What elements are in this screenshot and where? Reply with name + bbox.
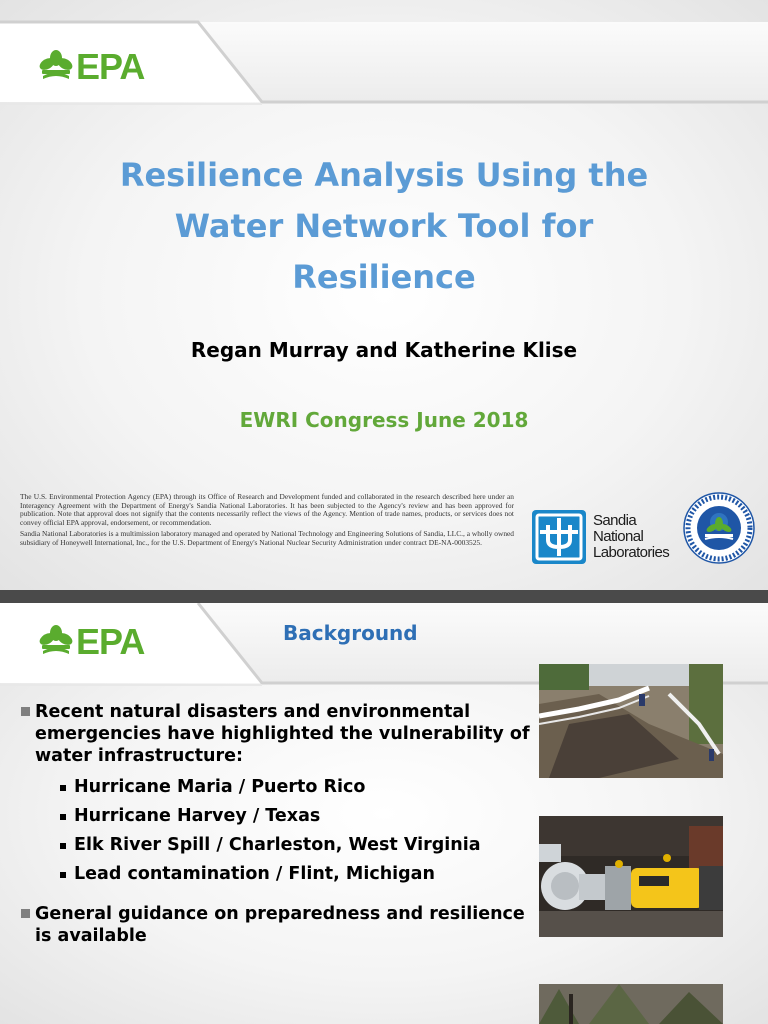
epa-logo — [38, 46, 145, 87]
sub-bullet-item: Elk River Spill / Charleston, West Virginia — [60, 831, 530, 860]
sandia-logo — [532, 510, 669, 564]
bullet-item — [20, 903, 530, 947]
sub-bullet-list — [20, 773, 530, 889]
disclaimer — [20, 493, 514, 551]
bullet-dot-icon — [60, 785, 66, 791]
conference-name: EWRI Congress June 2018 — [239, 408, 529, 432]
bullet-square-icon — [21, 707, 30, 716]
disclaimer-sandia: Sandia National Laboratories is a multimission laboratory managed and operated by National Technology and Engineering Solutions of Sandia, LLC., a wholly owned subsidiary of Honeywell International, Inc., for the U.S. Department of Energy's National Nuclear Security Administration under contract DE-NA-0003525. — [20, 529, 514, 547]
sandia-line-3: Laboratories — [593, 544, 670, 561]
epa-seal-icon — [683, 492, 755, 564]
bullet-text: General guidance on preparedness and resilience is available — [35, 904, 525, 946]
bullet-dot-icon — [60, 872, 66, 878]
slide-title: Resilience Analysis Using the Water Network Tool for Resilience — [119, 156, 649, 296]
sandia-line-2: National — [593, 528, 644, 545]
epa-logo — [38, 621, 145, 662]
authors: Regan Murray and Katherine Klise — [190, 338, 578, 362]
sub-bullet-item: Hurricane Harvey / Texas — [60, 802, 530, 831]
sandia-line-1: Sandia — [593, 512, 637, 529]
bullet-text: Recent natural disasters and environmental emergencies have highlighted the vulnerability of water infrastructure: — [35, 702, 530, 766]
bullet-dot-icon — [60, 843, 66, 849]
bullet-square-icon — [21, 909, 30, 918]
background-slide — [0, 603, 768, 1024]
photo-collapsed-road — [539, 664, 723, 778]
bullet-list — [20, 701, 530, 947]
epa-logo-text: EPA — [76, 46, 145, 87]
sandia-thunderbird-icon — [532, 510, 586, 564]
epa-flower-icon — [38, 49, 74, 85]
sub-bullet-item: Lead contamination / Flint, Michigan — [60, 860, 530, 889]
slide-title: Background — [283, 621, 418, 645]
epa-flower-icon — [38, 624, 74, 660]
bullet-item — [20, 701, 530, 767]
photo-trees — [539, 984, 723, 1024]
disclaimer-epa: The U.S. Environmental Protection Agency (EPA) through its Office of Research and Development funded and collaborated in the research described here under an Interagency Agreement with the Department of Energy's Sandia National Laboratories. It has been subjected to the Agency's review and has been approved for publication. Note that approval does not signify that the contents necessarily reflect the views of the Agency. Mention of trade names, products, or services does not convey official EPA approval, endorsement, or recommendation. — [20, 492, 514, 527]
sub-bullet-item: Hurricane Maria / Puerto Rico — [60, 773, 530, 802]
bullet-dot-icon — [60, 814, 66, 820]
epa-logo-text: EPA — [76, 621, 145, 662]
photo-industrial-pump — [539, 816, 723, 937]
